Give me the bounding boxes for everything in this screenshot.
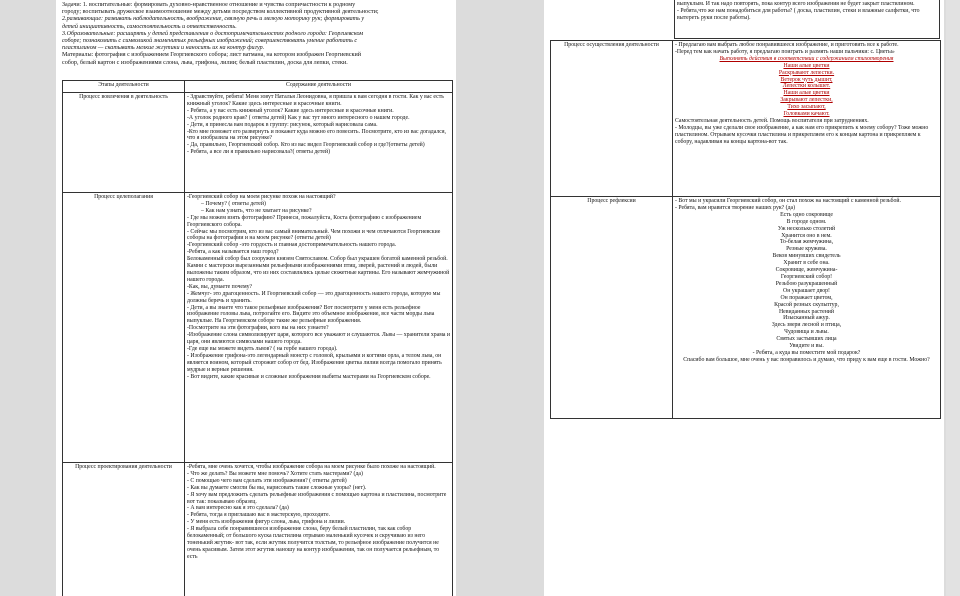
poem-line: Тихо засыпают, [787,104,826,111]
content-line: - Ребята, вам нравится творение наших рук? (да) [675,204,796,211]
poem-line: Красой резных скульптур, [774,301,839,308]
table-row [63,93,453,193]
content-line: – Почему? ( ответы детей) [201,200,266,207]
continuation-block [550,0,940,39]
table-row [63,193,453,463]
content-line: - Изображение грифона-это легендарный монстр с головой, крыльями и когтями орла, а телом льва, он является воином, который сторожит собор от бед. Изображение цветка лилии всегда помогало принять мудрые и верные решения. [187,352,442,373]
vertical-scrollbar[interactable] [946,0,960,596]
content-line: -Как, вы, думаете почему? [187,283,253,290]
poem-line: Здесь звери лесной и птица, [771,322,842,329]
content-cell [673,41,941,197]
poem-line: Хранит в себе она. [783,260,830,267]
content-line: - Что же делать? Вы можете мне помочь? Хотите стать мастерами? (да) [187,470,363,477]
poem-line: Веков минувших свидетель [772,253,841,260]
intro-line: городу; воспитывать дружеское взаимоотношение между детьми посредством коллективной продуктивной деятельности; [62,9,379,16]
content-line: - Молодцы, вы уже сделали свое изображение, а как нам его прикрепить к моему собору? Тоже можно пластилином. Отрываем кусочки пластилина и прикрепляем его к концам картона и прикрепляем к собору, надавливая на концы картона-вот так. [675,124,929,145]
document-page-2 [544,0,944,596]
content-line: - Дети, я принесла вам подарок в группу: рисунок, который нарисовала сама. [187,121,378,128]
content-line: -Перед тем как начать работу, я предлагаю поиграть и размять наши пальчики: с. Цветы» [675,48,895,55]
content-line: - С помощью чего вам сделать эти изображения? ( ответы детей) [187,477,347,484]
content-line: - Ребята, а у вас есть книжный уголок? Какие здесь интересные и красочные книги. [187,107,394,114]
stage-cell: Процесс рефлексии [551,197,673,419]
activity-table [62,80,453,596]
content-line: - Я выбрала себе понравившееся изображение слона, беру белый пластилин, так как собор белокаменный; от большого куска пластилина отрываю маленький кусочек и скручиваю из него тоненький жгутик- вот так, если жгутик получится толстым, то рельефное изображение получится не очень красивым. Затем этот жгутик наношу на контур изображения, так он получается рельефным, то есть [187,526,440,560]
poem-line: Святых застывших лица [776,336,837,343]
content-line: - У меня есть изображения фигур слона, льва, грифона и лилии. [187,519,346,526]
content-line: - Ребята, а куда вы поместите мой подарок? [752,349,861,356]
intro-line: Материалы: фотография с изображением Георгиевского собора; лист ватмана, на котором изображен Георгиевский [62,52,361,59]
content-line: - Сейчас мы посмотрим, кто из вас самый внимательный. Чем похожи и чем отличаются Георгиевские соборы на фотографии и на моем рисунке? (ответы детей) [187,228,441,242]
content-line: - Вот мы и украсили Георгиевский собор, он стал похож на настоящий с каменной резьбой. [675,198,901,204]
content-line: - Ребята, тогда я приглашаю вас в мастерскую, проходите. [187,512,331,519]
content-line: - Здравствуйте, ребята! Меня зовут Наталья Леонидовна, я пришла к вам сегодня в гости. Как у вас есть книжный уголок? Какие здесь интересные и красочные книги. [187,94,444,107]
intro-line: соборе; познакомить с символикой знаменитых рельефных изображений; совершенствовать умение работать с [62,38,358,45]
content-line: -Где еще вы можете видеть львов? ( на гербе нашего города). [187,345,338,352]
content-line: - Я хочу вам предложить сделать рельефные изображения с помощью картона и пластилина, посмотрите вот так: показываю образец. [187,491,447,505]
content-line: - Ребята, а все ли я правильно нарисовала?( ответы детей) [187,149,331,156]
poem-line: Ветерок чуть дышит, [780,76,833,83]
table-row [551,41,941,197]
stage-cell: Процесс проектирования деятельности [63,463,185,596]
content-line: - Вот видите, какие красивые и сложные изображения выбиты мастерами на Георгиевском соборе. [187,373,431,380]
content-line: Белокаменный собор был сооружен князем Святославом. Собор был украшен богатой каменной резьбой. Камни с мастерски вырезанными рельефными изображениями птиц, зверей, растений и людей, были выложены таким образом, что из них составлялись целые сюжетные картины. Его называют жемчужиной нашего города. [187,256,450,283]
poem-line: Сокровище, жемчужина- [775,267,838,274]
content-line: Самостоятельная деятельность детей. Помощь воспитателя при затруднениях. [675,117,869,124]
poem-line: Уж несколько столетий [777,225,836,232]
content-line: - Жемчуг- это драгоценность. И Георгиевский собор — это драгоценность нашего города, которую мы должны беречь и хранить. [187,290,441,304]
poem-line: Резные кружева. [786,246,827,253]
stage-cell: Процесс осуществления деятельности [551,41,673,197]
poem-instruction: Выполнять действия в соответствии с содержанием стихотворения [719,55,894,62]
intro-line: Задачи: 1. воспитательные: формировать духовно-нравственное отношение и чувства сопричастности к родному [62,2,356,8]
content-line: - Ребята,что же нам понадобиться для работы? ( доска, пластилин, стеки и влажные салфетки, что вытереть руки после работы). [677,7,920,21]
content-cell [185,93,453,193]
content-line: - Как вы думаете смогли бы вы, нарисовать такие сложные узоры? (нет). [187,484,367,491]
poem-line: Наши алые цветки [783,62,830,69]
content-line: -Ребята, мне очень хочется, чтобы изображение собора на моем рисунке было похоже на настоящий. [187,464,436,470]
poem-line: Лепестки колышет. [782,83,831,90]
content-line: -Георгиевский собор -это гордость и главная достопримечательность нашего города. [187,242,397,249]
content-line: - Дети, а вы знаете что такое рельефные изображения? Вот посмотрите у меня есть рельефное изображение головы льва, потрогайте его. Видите это объемное изображение, все части морды льва выпуклые. На Георгиевском соборе такие же рельефные изображения. [187,304,435,325]
content-line: -Изображение слона символизирует царя, которого все уважают и слушаются. Львы — хранители храма и царя, они являются символами нашего города. [187,332,450,346]
content-line: -Ребята, а как называется наш город? [187,249,279,256]
poem-line: Увидите и вы. [789,343,824,350]
poem-line: То-белая жемчужина, [779,239,834,246]
intro-line: 3.Образовательные: расширять у детей представления о достопримечательностях родного города: Георгиевском [62,30,364,37]
content-cell [185,463,453,596]
intro-line: пластилином — скатывать мелкие жгутики и наносить их на контур фигур. [62,45,265,52]
poem-line: Он украшает двор! [783,287,830,294]
activity-table-continued [550,40,941,419]
intro-line: 2.развивающие: развивать наблюдательность, воображение, связную речь и мелкую моторику рук; формировать у [62,16,365,23]
poem-line: Чудовища и львы. [784,329,829,336]
poem-line: Наши алые цветки [783,90,830,97]
content-line: - Да, правильно, Георгиевский собор. Кто из вас видел Георгиевский собор и где?(ответы детей) [187,142,425,149]
table-row [63,463,453,596]
tasks-intro [62,2,450,67]
poem-line: В городе одном. [786,218,827,225]
content-line: – Как нам узнать, что не хватает на рисунке? [201,207,312,214]
poem-line: Хранится оно в нем. [781,232,832,239]
content-line: - А вам интересно как я это сделала? (да) [187,505,289,512]
table-row [551,197,941,419]
header-content: Содержание деятельности [185,81,453,93]
content-cell [185,193,453,463]
poem-line: Головками качают. [783,111,830,118]
document-page-1 [56,0,456,596]
stage-cell: Процесс вовлечения в деятельность [63,93,185,193]
content-line: -Посмотрите на эти фотографии, кого вы на них узнаете? [187,325,329,332]
poem-line: Раскрывают лепестки. [778,69,835,76]
poem-line: Он поражает цветом, [780,294,833,301]
intro-line: детей инициативность, самостоятельность и ответственность. [62,23,237,30]
poem-line: Есть одно сокровище [780,211,833,218]
intro-line: собор, белый картон с изображениями слона, льва, грифона, лилии; белый пластилин, доска для лепки, стеки. [62,59,348,66]
content-cell [673,197,941,419]
content-line: - Где мы можем взять фотографию? Принеси, пожалуйста, Коста фотографию с изображением Георгиевского собора. [187,214,422,228]
stage-cell: Процесс целеполагания [63,193,185,463]
poem-line: Невиданных растений [778,308,835,315]
table-header-row [63,81,453,93]
header-stage: Этапы деятельности [63,81,185,93]
content-line: Спасибо вам большое, мне очень у вас понравилось и думаю, что приду к вам еще в гости. Можно? [683,356,930,363]
poem-line: Георгиевский собор! [780,273,833,280]
content-line: -Кто мне поможет его развернуть и покажет куда можно его повесить. Посмотрите, кто из вас догадался, что я изобразила на этом рисунке? [187,128,446,142]
content-line: -Георгиевский собор на моем рисунке похож на настоящий? [187,194,336,200]
content-line: -А уголок родного края? ( ответы детей) Как у вас тут много интересного о нашем городе. [187,114,410,121]
content-line: выпуклым. И так надо повторять, пока контур всего изображения не будет закрыт пластилином. [677,1,915,7]
poem-line: Изысканный ажур. [783,315,830,322]
content-line: - Предлагаю вам выбрать любое понравившееся изображение, и приготовить все к работе. [675,42,899,48]
poem-line: Резьбою разукрашенный [775,280,838,287]
poem-line: Закрывают лепестки, [780,97,833,104]
